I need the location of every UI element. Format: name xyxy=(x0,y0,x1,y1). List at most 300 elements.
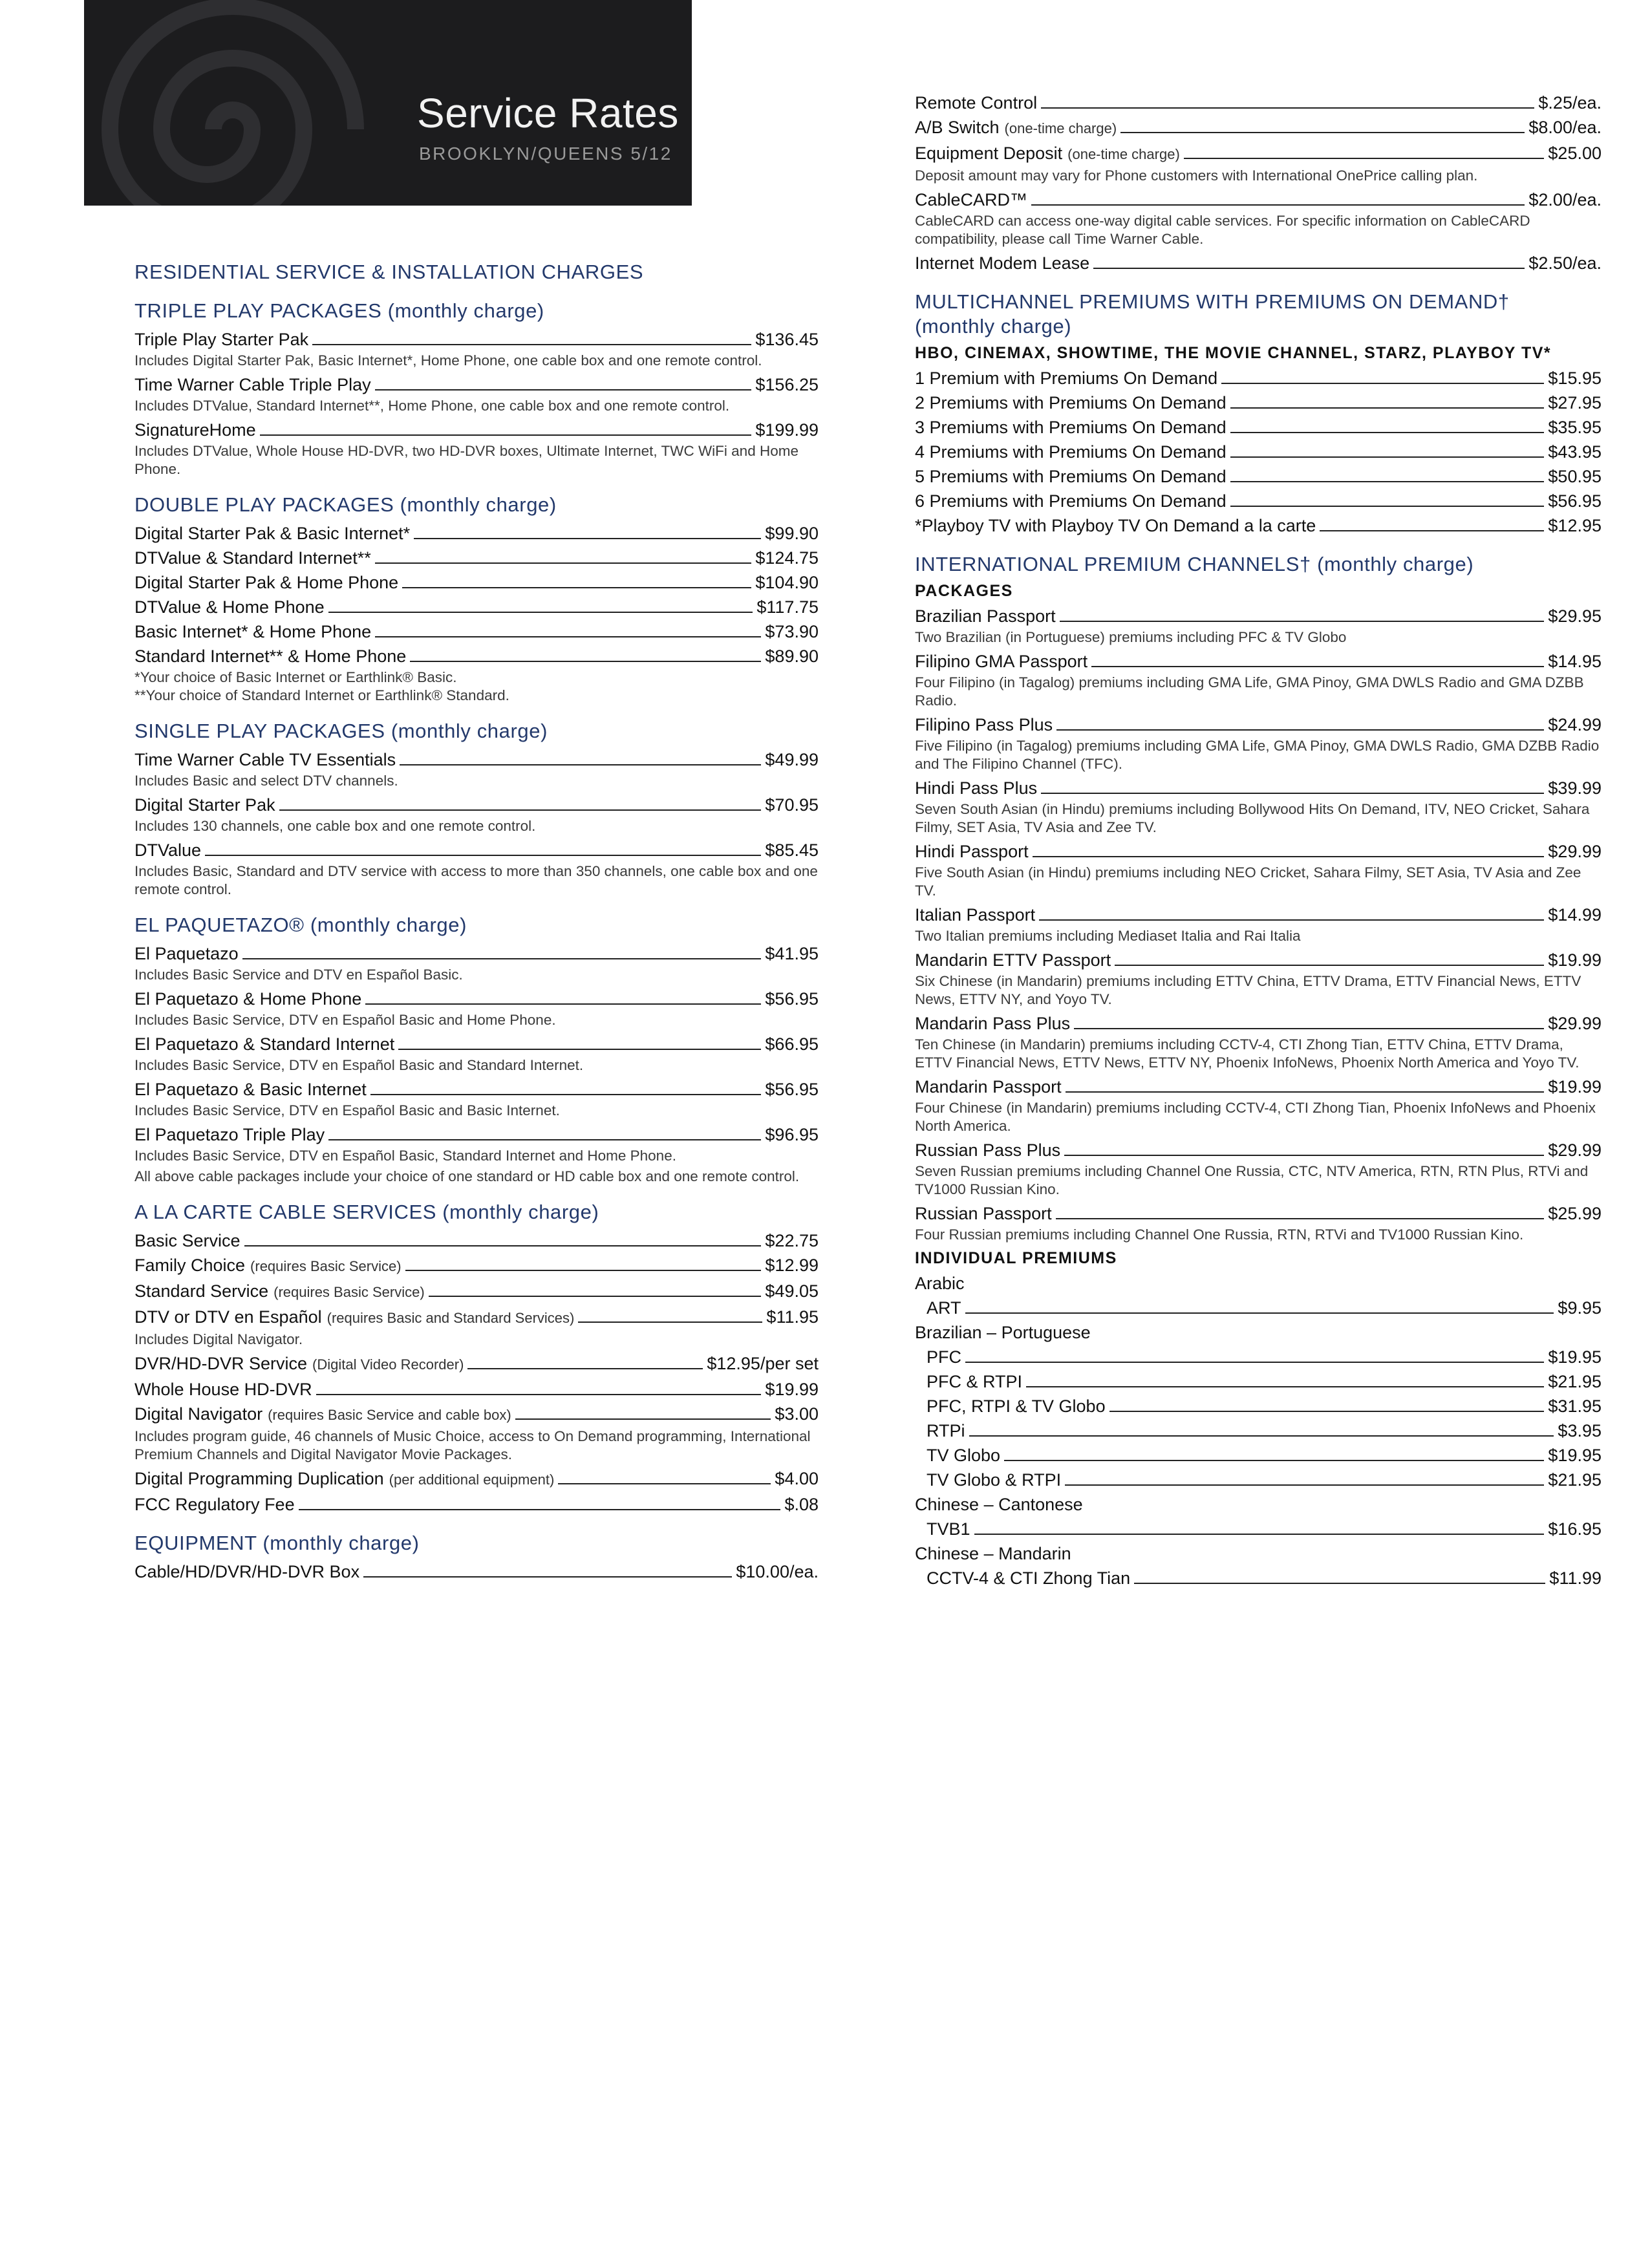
rate-price: $29.99 xyxy=(1548,1140,1602,1160)
rate-description: Includes program guide, 46 channels of Music Choice, access to On Demand programming, International Premium Channels and Digital Navigator Movie Packages. xyxy=(134,1428,811,1462)
subsection-heading: INDIVIDUAL PREMIUMS xyxy=(915,1249,1117,1267)
rate-leader-line xyxy=(375,636,761,637)
rate-price: $.25/ea. xyxy=(1538,93,1602,112)
rate-name: Digital Programming Duplication xyxy=(134,1469,384,1488)
rate-note: (one-time charge) xyxy=(1067,146,1180,162)
rate-leader-line xyxy=(1041,793,1544,794)
rate-leader-line xyxy=(1230,506,1545,507)
rate-description: Four Russian premiums including Channel One Russia, RTN, RTVi and TV1000 Russian Kino. xyxy=(915,1226,1524,1243)
section-heading xyxy=(915,552,1602,577)
rate-name: Filipino Pass Plus xyxy=(915,715,1053,734)
rate-name: Digital Starter Pak & Basic Internet* xyxy=(134,524,411,543)
rate-row xyxy=(134,327,819,352)
rate-price: $39.99 xyxy=(1548,778,1602,798)
rate-row xyxy=(915,776,1602,800)
rate-row xyxy=(915,187,1602,212)
rate-name: Remote Control xyxy=(915,93,1038,112)
rate-leader-line xyxy=(965,1312,1554,1314)
rate-leader-line xyxy=(965,1362,1544,1363)
rate-row xyxy=(915,1075,1602,1099)
rate-row xyxy=(915,141,1602,167)
rate-note: (requires Basic Service) xyxy=(273,1284,425,1300)
rate-leader-line xyxy=(328,1139,761,1140)
rate-description: Includes Basic Service, DTV en Español Basic and Standard Internet. xyxy=(134,1057,584,1073)
rate-leader-line xyxy=(375,562,752,564)
rate-leader-line xyxy=(1039,919,1544,921)
rate-name: ART xyxy=(927,1298,961,1318)
rate-leader-line xyxy=(1109,1411,1545,1412)
rate-name: 4 Premiums with Premiums On Demand xyxy=(915,442,1227,462)
rate-leader-line xyxy=(1066,1091,1545,1093)
section-heading-note: (monthly charge) xyxy=(1317,553,1474,575)
section-heading xyxy=(134,719,819,744)
rate-name: Basic Internet* & Home Phone xyxy=(134,622,372,641)
rate-price: $11.99 xyxy=(1549,1568,1602,1588)
rate-price: $21.95 xyxy=(1548,1372,1602,1391)
rate-row xyxy=(134,1032,819,1056)
rate-leader-line xyxy=(375,389,752,390)
rate-description: Ten Chinese (in Mandarin) premiums including CCTV-4, CTI Zhong Tian, ETTV China, ETTV Drama, ETTV Financial News, ETTV News, ETTV NY, Phoenix InfoNews, Phoenix North America and Yoyo TV. xyxy=(915,1036,1580,1071)
rate-leader-line xyxy=(974,1534,1545,1535)
rate-name: TV Globo & RTPI xyxy=(927,1470,1062,1490)
rate-leader-line xyxy=(1230,432,1545,433)
rate-name: Hindi Pass Plus xyxy=(915,778,1038,798)
rate-price: $199.99 xyxy=(755,420,819,440)
rate-price: $49.05 xyxy=(765,1281,819,1301)
rate-note: (requires Basic and Standard Services) xyxy=(327,1310,575,1326)
rate-price: $156.25 xyxy=(755,375,819,394)
rate-name: El Paquetazo & Home Phone xyxy=(134,989,362,1009)
rate-name: Equipment Deposit xyxy=(915,144,1063,163)
rate-price: $85.45 xyxy=(765,840,819,860)
rate-description: Includes Basic Service, DTV en Español Basic, Standard Internet and Home Phone. xyxy=(134,1148,676,1164)
rate-leader-line xyxy=(1230,407,1545,409)
rate-row xyxy=(915,1418,1602,1443)
rate-leader-line xyxy=(299,1509,781,1510)
rate-name: Brazilian Passport xyxy=(915,606,1056,626)
rate-row xyxy=(915,903,1602,927)
rate-name: Time Warner Cable TV Essentials xyxy=(134,750,396,769)
section-heading xyxy=(915,290,1602,339)
rate-leader-line xyxy=(279,809,762,811)
rate-name: Time Warner Cable Triple Play xyxy=(134,375,371,394)
rate-row xyxy=(915,440,1602,464)
rate-row xyxy=(134,644,819,669)
rate-row xyxy=(134,1279,819,1305)
rate-row xyxy=(915,1517,1602,1541)
rate-leader-line xyxy=(402,587,751,588)
rate-row xyxy=(134,1228,819,1253)
rate-row xyxy=(915,91,1602,115)
rate-leader-line xyxy=(558,1483,771,1484)
rate-name: El Paquetazo & Standard Internet xyxy=(134,1034,395,1054)
rate-price: $56.95 xyxy=(765,1080,819,1099)
rate-row xyxy=(915,712,1602,737)
rate-leader-line xyxy=(398,1049,761,1050)
rate-price: $14.95 xyxy=(1548,652,1602,671)
rate-price: $73.90 xyxy=(765,622,819,641)
rate-price: $25.99 xyxy=(1548,1204,1602,1223)
rate-description: Two Italian premiums including Mediaset Italia and Rai Italia xyxy=(915,928,1301,944)
rate-price: $19.99 xyxy=(1548,1077,1602,1097)
rate-name: Family Choice xyxy=(134,1256,246,1275)
right-column xyxy=(915,91,1602,1590)
rate-name: CableCARD™ xyxy=(915,190,1028,209)
rate-row xyxy=(134,793,819,817)
section-heading-text: INTERNATIONAL PREMIUM CHANNELS† xyxy=(915,553,1311,575)
rate-name: Russian Passport xyxy=(915,1204,1052,1223)
rate-leader-line xyxy=(1033,856,1545,857)
rate-row xyxy=(915,513,1602,538)
rate-name: 2 Premiums with Premiums On Demand xyxy=(915,393,1227,412)
rate-description: Four Chinese (in Mandarin) premiums including CCTV-4, CTI Zhong Tian, Phoenix InfoNews and Phoenix North America. xyxy=(915,1100,1596,1134)
rate-price: $.08 xyxy=(784,1495,819,1514)
rate-row xyxy=(915,1468,1602,1492)
rate-price: $124.75 xyxy=(755,548,819,568)
section-heading-text: MULTICHANNEL PREMIUMS WITH PREMIUMS ON DEMAND† xyxy=(915,290,1510,313)
rate-description: Includes DTValue, Whole House HD-DVR, two HD-DVR boxes, Ultimate Internet, TWC WiFi and Home Phone. xyxy=(134,443,798,477)
section-heading-text: DOUBLE PLAY PACKAGES xyxy=(134,493,394,516)
section-heading-text: A LA CARTE CABLE SERVICES xyxy=(134,1201,436,1223)
rate-row xyxy=(915,489,1602,513)
section-heading-note: (monthly charge) xyxy=(391,720,548,742)
rate-row xyxy=(134,1466,819,1492)
rate-description: Seven South Asian (in Hindu) premiums including Bollywood Hits On Demand, ITV, NEO Cricket, Sahara Filmy, SET Asia, TV Asia and Zee TV. xyxy=(915,801,1590,835)
rate-leader-line xyxy=(370,1094,762,1095)
rate-name: PFC xyxy=(927,1347,961,1367)
rate-row xyxy=(134,546,819,570)
rate-row xyxy=(134,1402,819,1428)
rate-row xyxy=(134,941,819,966)
rate-leader-line xyxy=(1031,204,1525,206)
rate-price: $16.95 xyxy=(1548,1519,1602,1539)
rate-price: $12.99 xyxy=(765,1256,819,1275)
rate-price: $41.95 xyxy=(765,944,819,963)
section-heading xyxy=(134,260,819,284)
rate-price: $27.95 xyxy=(1548,393,1602,412)
rate-price: $4.00 xyxy=(775,1469,819,1488)
rate-price: $9.95 xyxy=(1558,1298,1602,1318)
rate-name: El Paquetazo & Basic Internet xyxy=(134,1080,367,1099)
rate-price: $14.99 xyxy=(1548,905,1602,925)
rate-price: $56.95 xyxy=(1548,491,1602,511)
rate-description: Deposit amount may vary for Phone customers with International OnePrice calling plan. xyxy=(915,167,1478,184)
rate-name: Hindi Passport xyxy=(915,842,1029,861)
rate-price: $89.90 xyxy=(765,647,819,666)
rate-leader-line xyxy=(578,1321,762,1323)
rate-row xyxy=(915,1138,1602,1162)
rate-leader-line xyxy=(1056,729,1544,731)
section-heading-text: EQUIPMENT xyxy=(134,1532,257,1554)
rate-row xyxy=(134,838,819,862)
rate-leader-line xyxy=(242,958,762,959)
rate-price: $56.95 xyxy=(765,989,819,1009)
rate-name: CCTV-4 & CTI Zhong Tian xyxy=(927,1568,1131,1588)
rate-name: Cable/HD/DVR/HD-DVR Box xyxy=(134,1562,360,1581)
rate-name: SignatureHome xyxy=(134,420,256,440)
rate-name: Mandarin Pass Plus xyxy=(915,1014,1071,1033)
rate-price: $29.99 xyxy=(1548,1014,1602,1033)
rate-row xyxy=(134,619,819,644)
rate-leader-line xyxy=(1074,1028,1544,1029)
rate-name: Basic Service xyxy=(134,1231,241,1250)
section-heading xyxy=(134,1200,819,1225)
rate-leader-line xyxy=(429,1296,762,1297)
rate-price: $96.95 xyxy=(765,1125,819,1144)
rate-row xyxy=(915,1566,1602,1590)
rate-price: $31.95 xyxy=(1548,1396,1602,1416)
rate-leader-line xyxy=(969,1435,1554,1437)
rate-name: RTPi xyxy=(927,1421,965,1440)
rate-price: $43.95 xyxy=(1548,442,1602,462)
rate-name: Russian Pass Plus xyxy=(915,1140,1061,1160)
rate-name: Internet Modem Lease xyxy=(915,253,1090,273)
rate-price: $66.95 xyxy=(765,1034,819,1054)
rate-leader-line xyxy=(363,1576,732,1578)
group-label: Chinese – Mandarin xyxy=(915,1544,1071,1563)
rate-row xyxy=(915,1201,1602,1226)
rate-price: $49.99 xyxy=(765,750,819,769)
rate-price: $19.95 xyxy=(1548,1347,1602,1367)
rate-description: Includes Basic Service and DTV en Español Basic. xyxy=(134,967,463,983)
rate-leader-line xyxy=(515,1418,771,1420)
rate-row xyxy=(134,1077,819,1102)
rate-leader-line xyxy=(1221,383,1544,384)
rate-note: (one-time charge) xyxy=(1004,120,1117,136)
rate-row xyxy=(134,987,819,1011)
rate-row xyxy=(134,1305,819,1331)
rate-note: (requires Basic Service) xyxy=(250,1258,402,1274)
rate-leader-line xyxy=(1230,481,1545,482)
rate-name: 1 Premium with Premiums On Demand xyxy=(915,369,1218,388)
rate-leader-line xyxy=(467,1368,703,1369)
footnote: *Your choice of Basic Internet or Earthlink® Basic. xyxy=(134,669,457,685)
subsection-heading: PACKAGES xyxy=(915,582,1013,600)
rate-row xyxy=(134,570,819,595)
rate-name: TV Globo xyxy=(927,1446,1001,1465)
rate-row xyxy=(134,1377,819,1402)
rate-row xyxy=(915,1011,1602,1036)
rate-name: Digital Starter Pak & Home Phone xyxy=(134,573,399,592)
rate-price: $136.45 xyxy=(755,330,819,349)
rate-description: Five Filipino (in Tagalog) premiums including GMA Life, GMA Pinoy, GMA DWLS Radio, GMA DZBB Radio and The Filipino Channel (TFC). xyxy=(915,738,1600,772)
section-heading xyxy=(134,299,819,323)
rate-description: Four Filipino (in Tagalog) premiums including GMA Life, GMA Pinoy, GMA DWLS Radio and GMA DZBB Radio. xyxy=(915,674,1584,709)
left-column xyxy=(134,246,819,1584)
rate-row xyxy=(134,1253,819,1279)
rate-price: $3.95 xyxy=(1558,1421,1602,1440)
section-heading-note: (monthly charge) xyxy=(387,299,544,322)
rate-row xyxy=(915,1443,1602,1468)
rate-leader-line xyxy=(1230,456,1545,458)
section-heading xyxy=(134,1531,819,1556)
rate-leader-line xyxy=(405,1270,762,1271)
rate-price: $99.90 xyxy=(765,524,819,543)
rate-price: $10.00/ea. xyxy=(736,1562,819,1581)
rate-row xyxy=(134,1122,819,1147)
rate-leader-line xyxy=(1026,1386,1544,1387)
rate-price: $3.00 xyxy=(775,1404,819,1424)
rate-description: Includes 130 channels, one cable box and one remote control. xyxy=(134,818,536,834)
rate-row xyxy=(134,1559,819,1584)
rate-leader-line xyxy=(1093,268,1525,269)
rate-name: 3 Premiums with Premiums On Demand xyxy=(915,418,1227,437)
rate-price: $29.95 xyxy=(1548,606,1602,626)
rate-row xyxy=(134,1351,819,1377)
rate-price: $19.99 xyxy=(765,1380,819,1399)
rate-price: $11.95 xyxy=(766,1307,819,1327)
rate-row xyxy=(915,415,1602,440)
section-heading-note: (monthly charge) xyxy=(442,1201,599,1223)
rate-name: Standard Internet** & Home Phone xyxy=(134,647,407,666)
footnote: **Your choice of Standard Internet or Earthlink® Standard. xyxy=(134,687,509,703)
rate-note: (requires Basic Service and cable box) xyxy=(268,1407,511,1423)
rate-price: $35.95 xyxy=(1548,418,1602,437)
rate-name: TVB1 xyxy=(927,1519,970,1539)
rate-leader-line xyxy=(1004,1460,1544,1461)
rate-name: Standard Service xyxy=(134,1281,269,1301)
rate-description: Seven Russian premiums including Channel One Russia, CTC, NTV America, RTN, RTN Plus, RTVi and TV1000 Russian Kino. xyxy=(915,1163,1589,1197)
rate-row xyxy=(915,1296,1602,1320)
group-label: Chinese – Cantonese xyxy=(915,1495,1083,1514)
rate-name: DTValue & Home Phone xyxy=(134,597,325,617)
rate-name: Whole House HD-DVR xyxy=(134,1380,312,1399)
rate-description: Five South Asian (in Hindu) premiums including NEO Cricket, Sahara Filmy, SET Asia, TV Asia and Zee TV. xyxy=(915,864,1581,899)
rate-description: Includes Basic and select DTV channels. xyxy=(134,773,398,789)
rate-price: $29.99 xyxy=(1548,842,1602,861)
rate-row xyxy=(915,464,1602,489)
rate-price: $70.95 xyxy=(765,795,819,815)
section-heading-text: RESIDENTIAL SERVICE & INSTALLATION CHARGES xyxy=(134,261,644,283)
header-banner xyxy=(84,0,692,206)
rate-price: $19.99 xyxy=(1548,950,1602,970)
rate-row xyxy=(134,372,819,397)
rate-name: Mandarin Passport xyxy=(915,1077,1062,1097)
rate-row xyxy=(915,115,1602,141)
rate-leader-line xyxy=(1064,1155,1544,1156)
rate-name: DTV or DTV en Español xyxy=(134,1307,322,1327)
rate-name: El Paquetazo xyxy=(134,944,239,963)
rate-row xyxy=(915,1369,1602,1394)
rate-name: Mandarin ETTV Passport xyxy=(915,950,1111,970)
rate-leader-line xyxy=(1320,530,1544,531)
rate-leader-line xyxy=(1120,132,1525,133)
rate-price: $104.90 xyxy=(755,573,819,592)
rate-description: Includes Basic, Standard and DTV service with access to more than 350 channels, one cable box and one remote control. xyxy=(134,863,818,897)
rate-row xyxy=(915,251,1602,275)
rate-description: Two Brazilian (in Portuguese) premiums including PFC & TV Globo xyxy=(915,629,1347,645)
rate-price: $15.95 xyxy=(1548,369,1602,388)
rate-price: $21.95 xyxy=(1548,1470,1602,1490)
rate-leader-line xyxy=(1065,1484,1544,1486)
rate-price: $8.00/ea. xyxy=(1528,118,1602,137)
section-heading-text: SINGLE PLAY PACKAGES xyxy=(134,720,385,742)
section-heading xyxy=(134,493,819,517)
rate-description: Six Chinese (in Mandarin) premiums including ETTV China, ETTV Drama, ETTV Financial News, ETTV News, ETTV NY, and Yoyo TV. xyxy=(915,973,1581,1007)
rate-name: FCC Regulatory Fee xyxy=(134,1495,295,1514)
page-subtitle: BROOKLYN/QUEENS 5/12 xyxy=(419,144,672,164)
section-heading-note: (monthly charge) xyxy=(915,315,1072,337)
rate-name: Filipino GMA Passport xyxy=(915,652,1088,671)
rate-row xyxy=(915,1345,1602,1369)
rate-row xyxy=(915,390,1602,415)
rate-description: All above cable packages include your choice of one standard or HD cable box and one remote control. xyxy=(134,1168,800,1184)
section-heading xyxy=(134,913,819,937)
rate-row xyxy=(134,1492,819,1517)
rate-name: A/B Switch xyxy=(915,118,1000,137)
rate-leader-line xyxy=(1091,666,1544,667)
rate-price: $19.95 xyxy=(1548,1446,1602,1465)
rate-name: *Playboy TV with Playboy TV On Demand a la carte xyxy=(915,516,1316,535)
rate-row xyxy=(915,366,1602,390)
rate-leader-line xyxy=(365,1003,761,1005)
rate-description: Includes Basic Service, DTV en Español Basic and Home Phone. xyxy=(134,1012,556,1028)
section-heading-text: TRIPLE PLAY PACKAGES xyxy=(134,299,382,322)
page-title: Service Rates xyxy=(417,90,679,136)
rate-description: Includes Digital Starter Pak, Basic Internet*, Home Phone, one cable box and one remote control. xyxy=(134,352,762,369)
group-label: Arabic xyxy=(915,1274,965,1293)
rate-row xyxy=(134,747,819,772)
rate-leader-line xyxy=(1041,107,1534,109)
rate-note: (Digital Video Recorder) xyxy=(312,1356,464,1373)
rate-leader-line xyxy=(328,612,753,613)
rate-name: Italian Passport xyxy=(915,905,1036,925)
rate-price: $24.99 xyxy=(1548,715,1602,734)
rate-price: $2.50/ea. xyxy=(1528,253,1602,273)
group-label: Brazilian – Portuguese xyxy=(915,1323,1091,1342)
rate-row xyxy=(134,595,819,619)
rate-name: Digital Starter Pak xyxy=(134,795,275,815)
subsection-heading: HBO, CINEMAX, SHOWTIME, THE MOVIE CHANNEL, STARZ, PLAYBOY TV* xyxy=(915,344,1552,362)
rate-description: Includes Basic Service, DTV en Español Basic and Basic Internet. xyxy=(134,1102,560,1118)
rate-price: $2.00/ea. xyxy=(1528,190,1602,209)
rate-leader-line xyxy=(1060,621,1545,622)
section-heading-note: (monthly charge) xyxy=(400,493,557,516)
section-heading-note: (monthly charge) xyxy=(310,914,467,936)
rate-leader-line xyxy=(205,855,761,856)
rate-price: $117.75 xyxy=(756,597,819,617)
rate-leader-line xyxy=(410,661,761,662)
rate-leader-line xyxy=(1184,158,1545,159)
rate-price: $25.00 xyxy=(1548,144,1602,163)
section-heading-note: (monthly charge) xyxy=(262,1532,420,1554)
rate-row xyxy=(915,948,1602,972)
rate-description: Includes DTValue, Standard Internet**, Home Phone, one cable box and one remote control. xyxy=(134,398,730,414)
rate-row xyxy=(134,521,819,546)
rate-name: 5 Premiums with Premiums On Demand xyxy=(915,467,1227,486)
rate-name: Digital Navigator xyxy=(134,1404,263,1424)
rate-row xyxy=(134,418,819,442)
rate-leader-line xyxy=(414,538,761,539)
rate-name: Triple Play Starter Pak xyxy=(134,330,309,349)
rate-name: DTValue & Standard Internet** xyxy=(134,548,371,568)
rate-leader-line xyxy=(1056,1218,1545,1219)
rate-name: DVR/HD-DVR Service xyxy=(134,1354,308,1373)
rate-leader-line xyxy=(400,764,761,765)
section-heading-text: EL PAQUETAZO® xyxy=(134,914,305,936)
rate-leader-line xyxy=(316,1394,762,1395)
rate-price: $50.95 xyxy=(1548,467,1602,486)
rate-row xyxy=(915,839,1602,864)
rate-description: Includes Digital Navigator. xyxy=(134,1331,303,1347)
rate-price: $22.75 xyxy=(765,1231,819,1250)
rate-row xyxy=(915,1394,1602,1418)
rate-leader-line xyxy=(260,434,752,436)
rate-leader-line xyxy=(1115,965,1544,966)
rate-leader-line xyxy=(1134,1583,1545,1584)
rate-leader-line xyxy=(312,344,751,345)
rate-price: $12.95/per set xyxy=(707,1354,819,1373)
